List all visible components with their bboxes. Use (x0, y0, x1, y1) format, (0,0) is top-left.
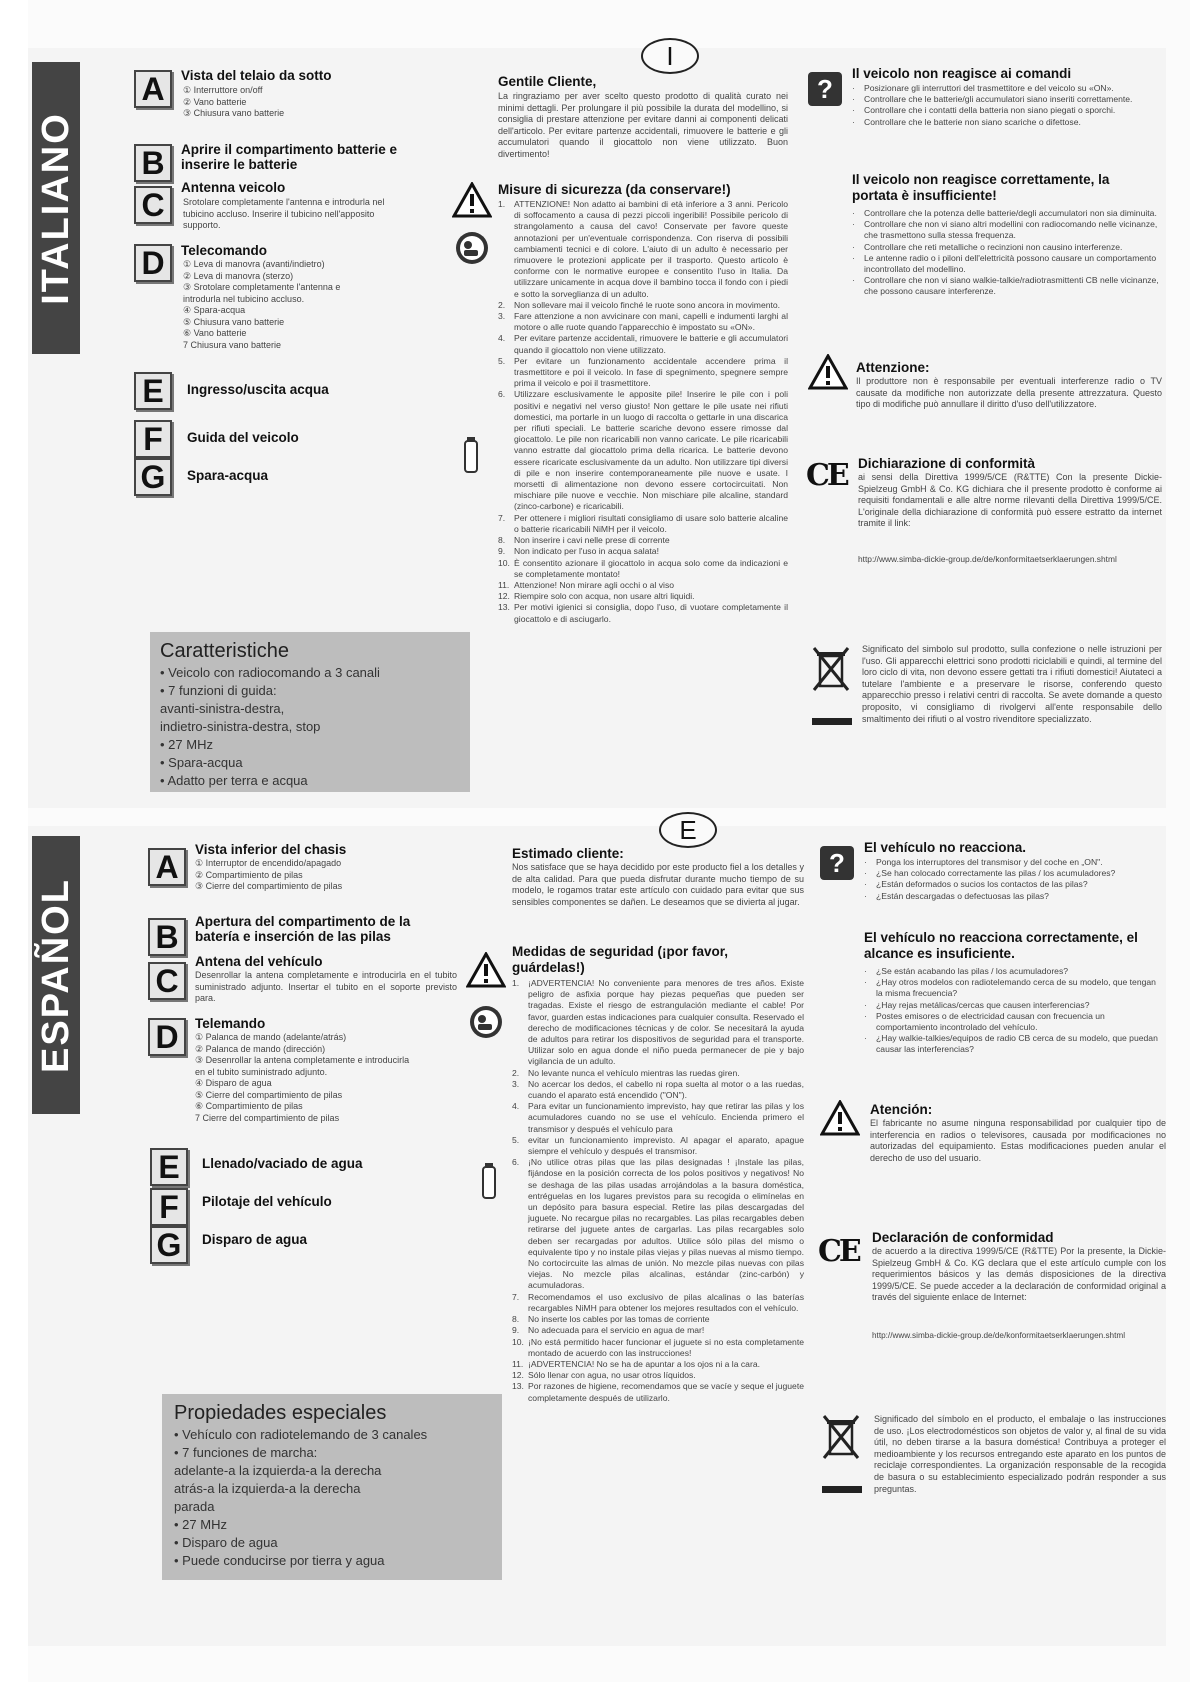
item-number: 12. (498, 591, 510, 602)
no-react-title: El vehículo no reacciona. (864, 840, 1027, 855)
customer-title: Gentile Cliente, (498, 74, 597, 89)
check-item: · ¿Están descargadas o defectuosas las pilas? (864, 891, 1164, 902)
item-text: Per motivi igienici si consiglia, dopo l'uso, di vuotare completamente il giocattolo e di asciugarlo. (514, 602, 788, 624)
safety-item (512, 1079, 804, 1101)
item-text: È consentito azionare il giocattolo in acqua solo come da indicazioni e se completamente montato! (514, 557, 788, 579)
item-text: No levante nunca el vehículo mientras las ruedas giren. (528, 1067, 740, 1078)
item-number: 6. (498, 389, 506, 400)
safety-item (512, 1325, 804, 1336)
item-text: 7 Chiusura vano batterie (183, 339, 282, 350)
section-letter-b: B (148, 918, 186, 956)
section-title-g: Spara-acqua (187, 468, 269, 483)
check-item: · Controllare che non vi siano walkie-talkie/radiotrasmittenti CB nelle vicinanze, che possono causare interferenze. (852, 275, 1162, 297)
item-number: 7. (512, 1291, 520, 1302)
item-text: Per ottenere i migliori risultati consigliamo di usare solo batterie alcaline o batterie ricaricabili NiMH per il veicolo. (514, 512, 788, 534)
feature-item: • Adatto per terra e acqua (160, 773, 308, 788)
item-number: 11. (498, 579, 510, 590)
check-item: · ¿Se están acabando las pilas / los acumuladores? (864, 966, 1164, 977)
item-text: ¿Se están acabando las pilas / los acumuladores? (876, 966, 1069, 976)
item-number: 2. (512, 1067, 520, 1078)
range-list (864, 966, 1164, 1056)
item-text: No inserte los cables por las tomas de corriente (528, 1314, 710, 1325)
check-item: · Controllare che i contatti della batteria non siano piegati o sporchi. (852, 105, 1162, 116)
page-marker-spanish: E (659, 812, 717, 848)
safety-item (498, 311, 788, 333)
item-number: 8. (498, 535, 506, 546)
item-text: Utilizzare esclusivamente le apposite pile! Inserire le pile con i poli positivi e negativi nel verso giusto! Non gettare le pile usate nei rifiuti domestici, ma portarle in un luogo di raccolta o gettarle in una discarica per rifiuti speciali. Le batterie scariche devono essere rimosse dal giocattolo. Le pile non ricaricabili non vanno caricate. Le pile ricaricabili vanno estratte dal giocattolo prima della ricarica. Le batterie devono essere ricaricate esclusivamente da un adulto. Non utilizzare tipi diversi di pile e non inserire contemporaneamente pile nuove e usate. I morsetti di alimentazione non devono essere cortocircuitati. Non mischiare pile nuove e vecchie. Non mischiare pile alcaline, standard (zinco-carbone) e ricaricabili. (514, 389, 788, 512)
range-title: El vehículo no reacciona correctamente, el alcance es insuficiente. (864, 930, 1138, 961)
item-text: Le antenne radio o i piloni dell'elettricità possono causare un comportamento incontrollato del modellino. (864, 252, 1157, 275)
item-number: 13. (498, 602, 510, 613)
section-letter-g: G (134, 458, 172, 496)
item-text: ③ Chiusura vano batterie (183, 108, 285, 118)
feature-item: • 27 MHz (174, 1517, 227, 1532)
feature-item: atrás-a la izquierda-a la derecha (174, 1481, 361, 1496)
safety-list (498, 199, 788, 625)
item-text: ⑤ Chiusura vano batterie (183, 316, 285, 327)
features-title: Propiedades especiales (174, 1402, 387, 1424)
weee-bin-icon (810, 646, 852, 692)
item-text: Ponga los interruptores del transmisor y del coche en „ON". (876, 857, 1103, 867)
item-text: No adecuada para el servicio en agua de mar! (528, 1325, 705, 1336)
section-items-d (195, 1032, 409, 1124)
check-item: · Controllare che le batterie/gli accumulatori siano inseriti correttamente. (852, 94, 1162, 105)
section-letter-a: A (134, 70, 172, 108)
customer-title: Estimado cliente: (512, 846, 624, 861)
item-number: 7. (498, 512, 506, 523)
section-letter-e: E (134, 372, 172, 410)
item-text: ① Interruttore on/off (183, 85, 263, 95)
section-title-d: Telemando (195, 1016, 266, 1031)
section-letter-c: C (134, 186, 172, 224)
section-title-g: Disparo de agua (202, 1232, 308, 1247)
item-number: 2. (498, 299, 506, 310)
attention-text: El fabricante no asume ninguna responsabilidad por cualquier tipo de interferencia en radios o televisores, causada por modificaciones no autorizadas del equipamiento. Estas modificaciones pueden anular el derecho de uso del usuario. (870, 1118, 1166, 1163)
safety-item (512, 1135, 804, 1157)
feature-item: • Puede conducirse por tierra y agua (174, 1553, 385, 1568)
section-title-e: Ingresso/uscita acqua (187, 382, 329, 397)
item-text: Fare attenzione a non avvicinare con mani, capelli e indumenti larghi al motore o alle ruote quando l'apparecchio è impostato su «ON». (514, 311, 788, 333)
safety-item (498, 300, 788, 311)
item-text: Para evitar un funcionamiento imprevisto, hay que retirar las pilas y los acumuladores cuando no se use el vehículo. Encienda primero el transmisor y después el vehículo para (528, 1101, 804, 1134)
safety-item (512, 1359, 804, 1370)
conformity-title: Dichiarazione di conformità (858, 456, 1036, 471)
section-title-e: Llenado/vaciado de agua (202, 1156, 363, 1171)
check-item: · Posizionare gli interruttori del trasmettitore e del veicolo su «ON». (852, 83, 1162, 94)
item-text: Controllare che le batterie/gli accumulatori siano inseriti correttamente. (864, 94, 1133, 105)
item-text: en el tubito suministrado adjunto. (195, 1066, 328, 1077)
item-text: No acercar los dedos, el cabello ni ropa suelta al motor o a las ruedas, cuando el aparato está encendido ("ON"). (528, 1078, 804, 1101)
feature-item: • Veicolo con radiocomando a 3 canali (160, 665, 380, 680)
conformity-text: de acuerdo a la directiva 1999/5/CE (R&TTE) Por la presente, la Dickie-Spielzeug GmbH & Co. KG declara que el este artículo cumple con los requerimientos básicos y las demás disposiciones de la directiva 1999/5/CE. Se puede acceder a la declaración de conformidad original a través del siguiente enlace de Internet: (872, 1246, 1166, 1303)
safety-item (512, 1292, 804, 1314)
language-label: ITALIANO (34, 111, 77, 305)
section-letter-f: F (150, 1188, 188, 1226)
item-number: 10. (512, 1336, 524, 1347)
feature-item: • 27 MHz (160, 737, 213, 752)
ce-mark-icon: CE (806, 458, 847, 493)
section-letter-g: G (150, 1226, 188, 1264)
attention-title: Atención: (870, 1102, 933, 1117)
item-number: 3. (512, 1078, 520, 1089)
item-text: ¿Se han colocado correctamente las pilas / los acumuladores? (876, 868, 1116, 879)
check-item: · Controllare che reti metalliche o recinzioni non causino interferenze. (852, 242, 1162, 253)
item-text: Postes emisores o de electricidad causan con frecuencia un comportamiento incontrolado del vehículo. (876, 1010, 1105, 1033)
section-items-a (183, 85, 284, 120)
item-text: Per evitare partenze accidentali, rimuovere le batterie e gli accumulatori quando il giocattolo non viene utilizzato. (514, 333, 788, 355)
ce-mark-icon: CE (818, 1234, 859, 1269)
item-text: ⑤ Cierre del compartimiento de pilas (195, 1089, 343, 1100)
item-text: ① Palanca de mando (adelante/atrás) (195, 1032, 347, 1042)
item-text: ATTENZIONE! Non adatto ai bambini di età inferiore a 3 anni. Pericolo di soffocamento a causa di pezzi piccoli ingeribili! Possibile pericolo di strangolamento a causa del cavo! Conservate per favore queste annotazioni per un'eventuale corrispondenza. Con riserva di possibili cambiamenti tecnici e di colore. L'aiuto di un adulto è necessario per rimuovere le protezioni applicate per il trasporto. Questo articolo è conforme con le normative europee e consentito l'uso in Italia. Da utilizzare unicamente in acqua dove il bambino tocca il fondo con i piedi e sotto la sorveglianza di un adulto. (514, 199, 788, 299)
section-letter-e: E (150, 1148, 188, 1186)
section-text-c: Desenrollar la antena completamente e introducirla en el tubito suministrado adjunto. Insertar el tubito en el soporte previsto para. (195, 970, 457, 1004)
section-title-a: Vista inferior del chasis (195, 842, 347, 857)
item-text: ③ Cierre del compartimiento de pilas (195, 881, 343, 891)
item-number: 11. (512, 1358, 524, 1369)
section-letter-d: D (148, 1018, 186, 1056)
weee-bar (822, 1486, 862, 1493)
disposal-text: Significado del símbolo en el producto, el embalaje o las instrucciones de uso. ¡Los electrodomésticos son objetos de valor y, al final de su vida útil, no deben tirarse a la basura doméstica! Contribuya a proteger el medioambiente y los recursos entregando este aparato en los puntos de reciclaje correspondientes. La organización responsable de la recogida de basura o su establecimiento especializado podrán responder a sus preguntas. (874, 1414, 1166, 1494)
check-item: · ¿Se han colocado correctamente las pilas / los acumuladores? (864, 868, 1164, 879)
item-number: 9. (512, 1325, 520, 1336)
item-text: ¿Hay otros modelos con radiotelemando cerca de su modelo, que tengan la misma frecuencia? (876, 977, 1156, 999)
left-margin (0, 0, 28, 1682)
disposal-text: Significato del simbolo sul prodotto, sulla confezione o nelle istruzioni per l'uso. Gli apparecchi elettrici sono prodotti riciclabili e quindi, al termine del loro ciclo di vita, non devono essere gettati tra i rifiuti domestici! Aiutateci a tutelare l'ambiente e a preservare le risorse, conferendo questo apparecchio presso i relativi centri di raccolta. Se avete domande a questo proposito, vi consigliamo di rivolgervi all'ente responsabile dello smaltimento dei rifiuti o al vostro rivenditore specializzato. (862, 644, 1162, 724)
item-text: Sólo llenar con agua, no usar otros líquidos. (528, 1370, 696, 1381)
warning-triangle-icon (466, 952, 506, 988)
item-number: 3. (498, 311, 506, 322)
item-text: Recomendamos el uso exclusivo de pilas alcalinas o las baterías recargables NiMH para obtener los mejores resultados con el vehículo. (528, 1291, 804, 1313)
safety-item (498, 580, 788, 591)
item-text: ⑥ Compartimiento de pilas (195, 1101, 303, 1111)
item-number: 10. (498, 557, 510, 568)
conformity-text: ai sensi della Direttiva 1999/5/CE (R&TTE) Con la presente Dickie-Spielzeug GmbH & Co. KG dichiara che il presente prodotto è conforme ai requisiti fondamentali e alle altre norme rilevanti della Direttiva 1999/5/CE. L'originale della dichiarazione di conformità può essere estratto da internet tramite il link: (858, 472, 1162, 529)
item-text: ④ Spara-acqua (183, 305, 246, 315)
item-text: ¡No utilice otras pilas que las pilas designadas ! ¡Instale las pilas, fijándose en la posición correcta de los polos positivos y negativos! No se deshaga de las pilas usadas arrojándolas a la basura doméstica, entréguelas en los lugares previstos para su recogida o elimínelas en un depósito para basura especial. Retire las pilas descargadas del juguete. No recargue pilas no recargables. Las pilas recargables deben retirarse del juguete antes de cargarlas. Las pilas recargables solo deben ser recargadas por adultos. Utilice sólo pilas del mismo o equivalente tipo y no instale pilas viejas y pilas nuevas al mismo tiempo. No cortocircuite las almas de unión. No mezcle pilas nuevas con pilas viejas. No mezcle pilas alcalinas, estándar (zinc-carbón) y acumuladoras. (528, 1157, 804, 1291)
item-text: ¿Hay walkie-talkies/equipos de radio CB cerca de su modelo, que puedan causar las interferencias? (876, 1033, 1158, 1055)
section-title-b: Apertura del compartimento de la batería e inserción de las pilas (195, 914, 411, 944)
item-text: Controllare che reti metalliche o recinzioni non causino interferenze. (864, 241, 1123, 252)
section-items-a (195, 858, 342, 893)
section-letter-a: A (148, 848, 186, 886)
section-title-f: Pilotaje del vehículo (202, 1194, 332, 1209)
check-item: · Controllare che la potenza delle batterie/degli accumulatori non sia diminuita. (852, 208, 1162, 219)
language-band-italian (32, 62, 80, 354)
safety-item (498, 199, 788, 300)
language-label: ESPAÑOL (34, 877, 77, 1073)
item-text: ④ Disparo de agua (195, 1078, 272, 1088)
safety-item (512, 1068, 804, 1079)
feature-item: • Spara-acqua (160, 755, 243, 770)
safety-item (498, 389, 788, 512)
weee-bin-icon (820, 1414, 862, 1460)
item-text: Attenzione! Non mirare agli occhi o al viso (514, 579, 675, 590)
item-number: 13. (512, 1381, 524, 1392)
item-text: Riempire solo con acqua, non usare altri liquidi. (514, 591, 695, 602)
section-title-f: Guida del veicolo (187, 430, 299, 445)
section-items-d (183, 259, 340, 351)
check-item: · Le antenne radio o i piloni dell'elettricità possono causare un comportamento incontrollato del modellino. (852, 253, 1162, 275)
item-number: 4. (498, 333, 506, 344)
safety-list (512, 978, 804, 1404)
safety-item (498, 333, 788, 355)
feature-item: • 7 funzioni di guida: (160, 683, 277, 698)
check-item: · ¿Hay otros modelos con radiotelemando cerca de su modelo, que tengan la misma frecuencia? (864, 977, 1164, 999)
section-title-b: Aprire il compartimento batterie e inserire le batterie (181, 142, 398, 172)
section-letter-f: F (134, 420, 172, 458)
attention-title: Attenzione: (856, 360, 930, 375)
section-text-c: Srotolare completamente l'antenna e introdurla nel tubicino accluso. Inserire il tubicino nell'apposito supporto. (183, 197, 385, 231)
safety-item (498, 602, 788, 624)
item-number: 5. (512, 1134, 520, 1145)
section-letter-c: C (148, 962, 186, 1000)
check-item: · Controllare che non vi siano altri modellini con radiocomando nelle vicinanze, che trasmettono sulla stessa frequenza. (852, 219, 1162, 241)
features-title: Caratteristiche (160, 640, 289, 662)
conformity-title: Declaración de conformidad (872, 1230, 1054, 1245)
item-text: Controllare che non vi siano altri modellini con radiocomando nelle vicinanze, che trasmettono sulla stessa frequenza. (864, 219, 1158, 241)
feature-item: avanti-sinistra-destra, (160, 701, 285, 716)
item-text: Per evitare un funzionamento accidentale accendere prima il trasmettitore e poi il veicolo. In fase di spegnimento, spegnere sempre prima il veicolo e poi il trasmettitore. (514, 355, 788, 389)
safety-item (498, 591, 788, 602)
item-text: ¡ADVERTENCIA! No se ha de apuntar a los ojos ni a la cara. (528, 1358, 760, 1369)
age-warning-icon (454, 230, 490, 266)
safety-item (498, 535, 788, 546)
item-text: 7 Cierre del compartimiento de pilas (195, 1112, 340, 1123)
item-text: ③ Srotolare completamente l'antenna e (183, 282, 341, 292)
language-band-spanish (32, 836, 80, 1114)
safety-title: Misure di sicurezza (da conservare!) (498, 182, 731, 197)
feature-item: • 7 funciones de marcha: (174, 1445, 318, 1460)
safety-item (512, 978, 804, 1068)
features-list (174, 1426, 427, 1570)
feature-item: adelante-a la izquierda-a la derecha (174, 1463, 382, 1478)
safety-item (512, 1314, 804, 1325)
customer-text: Nos satisface que se haya decidido por este producto fiel a los detalles y de alta calidad. Para que pueda disfrutar durante mucho tiempo de su modelo, le rogamos tratar este artículo con cuidado para evitar que sus sensibles componentes se dañen. Le deseamos que se divierta al jugar. (512, 862, 804, 907)
item-text: ¿Están descargadas o defectuosas las pilas? (876, 890, 1049, 901)
item-number: 1. (512, 978, 520, 988)
customer-text: La ringraziamo per aver scelto questo prodotto di qualità curato nei minimi dettagli. Per prolungare il più possibile la durata del modellino, si consiglia di prestare attenzione per evitare danni ai componenti delicati dell'articolo. Per evitare partenze accidentali, rimuovere le batterie e gli accumulatori quando il giocattolo non viene utilizzato. Buon divertimento! (498, 91, 788, 159)
feature-item: • Disparo de agua (174, 1535, 278, 1550)
item-text: ② Palanca de mando (dirección) (195, 1043, 326, 1054)
item-text: Por razones de higiene, recomendamos que se vacíe y seque el juguete completamente después de utilizarlo. (528, 1381, 804, 1403)
question-icon: ? (808, 72, 842, 106)
item-text: ① Interruptor de encendido/apagado (195, 858, 342, 868)
conformity-url: http://www.simba-dickie-group.de/de/konformitaetserklaerungen.shtml (872, 1331, 1126, 1340)
section-title-c: Antena del vehículo (195, 954, 323, 969)
item-text: Non sollevare mai il veicolo finché le ruote sono ancora in movimento. (514, 299, 781, 310)
safety-item (512, 1157, 804, 1291)
item-text: Controllare che non vi siano walkie-talkie/radiotrasmittenti CB nelle vicinanze, che possono causare interferenze. (864, 275, 1159, 297)
item-number: 1. (498, 199, 506, 209)
weee-bar (812, 718, 852, 725)
section-title-a: Vista del telaio da sotto (181, 68, 332, 83)
item-number: 6. (512, 1157, 520, 1168)
item-text: ¡ADVERTENCIA! No conveniente para menores de tres años. Existe peligro de asfixia porque hay piezas pequeñas que pueden ser tragadas. Existe el riesgo de estrangulación mediante el cable! Por favor, guarden estas indicaciones para cualquier consulta. Reservado el derecho de modificaciones técnicas y de color. Se necesitará la ayuda de adultos para retirar los dispositivos de seguridad para el transporte. Utilizar solo en agua donde el niño pueda permanecer de pie y bajo vigilancia de un adulto. (528, 978, 804, 1067)
item-text: ¿Hay rejas metálicas/cercas que causen interferencias? (876, 999, 1090, 1010)
page-marker-italian: I (641, 38, 699, 74)
item-text: ¿Están deformados o sucios los contactos de las pilas? (876, 879, 1088, 890)
item-text: ¡No está permitido hacer funcionar el juguete si no esta completamente montado de acuerdo con las instrucciones! (528, 1336, 804, 1358)
feature-item: parada (174, 1499, 215, 1514)
safety-item (498, 546, 788, 557)
range-list (852, 208, 1162, 298)
feature-item: • Vehículo con radiotelemando de 3 canales (174, 1427, 428, 1442)
item-text: ② Compartimiento de pilas (195, 869, 303, 880)
range-title: Il veicolo non reagisce correttamente, la portata è insufficiente! (852, 172, 1110, 203)
no-react-list (864, 857, 1164, 902)
section-letter-d: D (134, 244, 172, 282)
question-icon: ? (820, 846, 854, 880)
check-item: · Ponga los interruptores del transmisor y del coche en „ON". (864, 857, 1164, 868)
item-text: Posizionare gli interruttori del trasmettitore e del veicolo su «ON». (864, 83, 1114, 93)
item-text: evitar un funcionamiento imprevisto. Al apagar el aparato, apague siempre el vehículo y después el transmisor. (528, 1134, 804, 1157)
item-text: ② Vano batterie (183, 96, 247, 107)
safety-title: Medidas de seguridad (¡por favor, guárdelas!) (512, 944, 729, 975)
battery-icon (464, 436, 478, 474)
no-react-list (852, 83, 1162, 128)
item-text: ⑥ Vano batterie (183, 328, 247, 338)
check-item: · ¿Hay rejas metálicas/cercas que causen interferencias? (864, 1000, 1164, 1011)
safety-item (512, 1381, 804, 1403)
age-warning-icon (468, 1004, 504, 1040)
item-text: ③ Desenrollar la antena completamente e introducirla (195, 1055, 410, 1065)
safety-item (498, 356, 788, 390)
warning-triangle-icon (808, 354, 848, 390)
item-text: Controllare che i contatti della batteria non siano piegati o sporchi. (864, 105, 1116, 116)
item-number: 9. (498, 546, 506, 557)
warning-triangle-icon (452, 182, 492, 218)
safety-item (512, 1370, 804, 1381)
section-letter-b: B (134, 144, 172, 182)
safety-item (512, 1101, 804, 1135)
safety-item (498, 558, 788, 580)
check-item: · Postes emisores o de electricidad causan con frecuencia un comportamiento incontrolado del vehículo. (864, 1011, 1164, 1033)
feature-item: indietro-sinistra-destra, stop (160, 719, 321, 734)
item-number: 4. (512, 1101, 520, 1112)
section-title-d: Telecomando (181, 243, 268, 258)
warning-triangle-icon (820, 1100, 860, 1136)
item-text: Non inserire i cavi nelle prese di corrente (514, 535, 670, 546)
item-text: ① Leva di manovra (avanti/indietro) (183, 259, 325, 269)
item-text: Non indicato per l'uso in acqua salata! (514, 546, 659, 557)
safety-item (512, 1337, 804, 1359)
no-react-title: Il veicolo non reagisce ai comandi (852, 66, 1072, 81)
item-number: 12. (512, 1370, 524, 1381)
check-item: · ¿Hay walkie-talkies/equipos de radio CB cerca de su modelo, que puedan causar las interferencias? (864, 1033, 1164, 1055)
attention-text: Il produttore non è responsabile per eventuali interferenze radio o TV causate da modifiche non autorizzate della presente attrezzatura. Questo tipo di modifiche può annullare il diritto d'uso dell'utilizzatore. (856, 376, 1162, 410)
safety-item (498, 513, 788, 535)
item-number: 8. (512, 1314, 520, 1325)
item-text: Controllare che le batterie non siano scariche o difettose. (864, 116, 1081, 127)
battery-icon (482, 1162, 496, 1200)
check-item: · Controllare che le batterie non siano scariche o difettose. (852, 117, 1162, 128)
check-item: · ¿Están deformados o sucios los contactos de las pilas? (864, 879, 1164, 890)
item-text: introdurla nel tubicino accluso. (183, 293, 305, 304)
item-text: ② Leva di manovra (sterzo) (183, 270, 294, 281)
conformity-url: http://www.simba-dickie-group.de/de/konformitaetserklaerungen.shtml (858, 554, 1117, 564)
section-title-c: Antenna veicolo (181, 180, 286, 195)
features-list (160, 664, 380, 790)
item-number: 5. (498, 355, 506, 366)
item-text: Controllare che la potenza delle batterie/degli accumulatori non sia diminuita. (864, 208, 1157, 218)
